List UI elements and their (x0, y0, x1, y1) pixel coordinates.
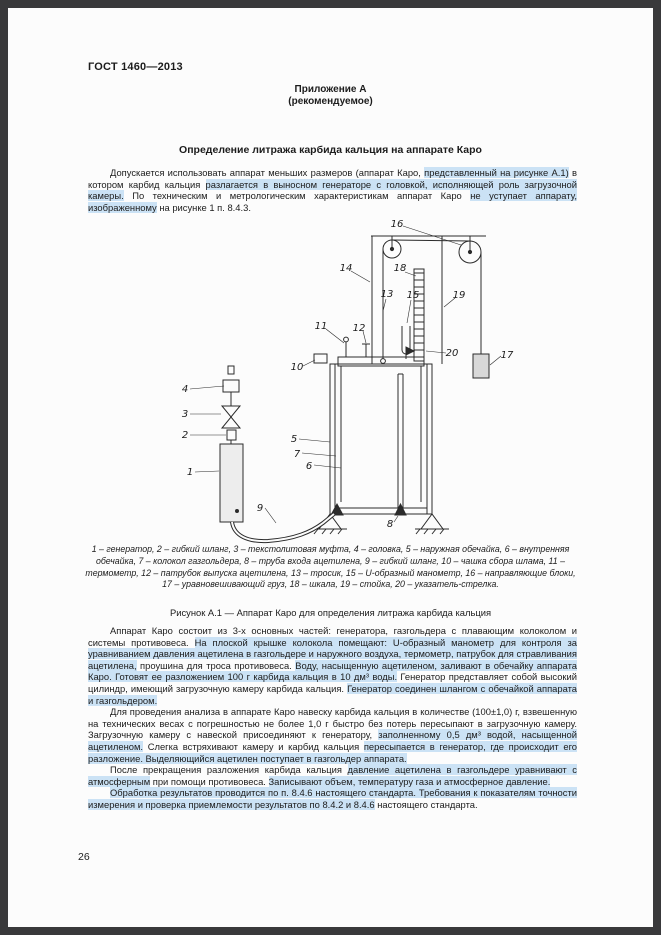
callout-3: 3 (181, 409, 189, 420)
callout-16: 16 (390, 219, 404, 230)
coupling (222, 406, 240, 417)
counterweight (473, 354, 489, 378)
body-paragraph-3: Для проведения анализа в аппарате Каро навеску карбида кальция в количестве (100±1,0) г, взвешенную на технических весах с погрешностью не более 1,0 г быстро без потерь пересыпают в загрузочную камеру. Загрузочную камеру с навеской присоединяют к генератору, заполненному 0,5 дм³ водой, насыщенной ацетиленом. Слегка встряхивают камеру и карбид кальция пересыпается в генератор, где происходит его разложение. Выделяющийся ацетилен поступает в газгольдер аппарата. (88, 706, 578, 764)
figure-caption: Рисунок А.1 — Аппарат Каро для определения литража карбида кальция (169, 607, 492, 618)
callout-18: 18 (393, 263, 407, 274)
outer-shell (330, 364, 432, 514)
intro-paragraph: Допускается использовать аппарат меньших размеров (аппарат Каро, представленный на рисунке А.1) в котором карбид кальция разлагается в выносном генераторе с головкой, исполняющей роль загрузочной камеры. По техническим и метрологическим характеристикам аппарат Каро не уступает аппарату, изображенному на рисунке 1 п. 8.4.3. (88, 167, 577, 213)
appendix-label: Приложение А (294, 84, 367, 95)
callout-13: 13 (380, 289, 394, 300)
body-paragraph-4: После прекращения разложения карбида кальция давление ацетилена в газгольдере уравнивают с атмосферным при помощи противовеса. Записывают объем, температуру газа и атмосферное давление. (88, 764, 577, 787)
callout-17: 17 (500, 350, 514, 361)
sludge-cup (314, 354, 327, 363)
callout-6: 6 (305, 461, 313, 472)
appendix-heading (8, 84, 653, 108)
cable-eye (381, 359, 386, 364)
callout-2: 2 (181, 430, 189, 441)
appendix-note: (рекомендуемое) (288, 96, 373, 107)
head (223, 380, 239, 392)
callout-12: 12 (352, 323, 366, 334)
callout-5: 5 (290, 434, 298, 445)
callout-10: 10 (290, 362, 304, 373)
callout-14: 14 (339, 263, 353, 274)
apparatus-diagram (140, 214, 560, 544)
callout-1: 1 (186, 467, 194, 478)
page-number: 26 (78, 851, 90, 863)
body-text (88, 625, 577, 811)
doc-number: ГОСТ 1460—2013 (88, 61, 183, 73)
figure-legend: 1 – генератор, 2 – гибкий шланг, 3 – текстолитовая муфта, 4 – головка, 5 – наружная обечайка, 6 – внутренняя обечайка, 7 – колокол газгольдера, 8 – труба входа ацетилена, 9 – гибкий шланг, 10 – чашка сбора шлама, 11 – термометр, 12 – патрубок выпуска ацетилена, 13 – тросик, 15 – U-образный манометр, 16 – направляющие блоки, 17 – уравновешивающий груз, 18 – шкала, 19 – стойка, 20 – указатель-стрелка. (85, 544, 576, 590)
thermometer (344, 337, 349, 342)
body-paragraph-5: Обработка результатов проводится по п. 8.4.6 настоящего стандарта. Требования к показателям точности измерения и проверка приемлемости результатов по 8.4.2 и 8.4.6 настоящего стандарта. (88, 787, 577, 810)
callout-15: 15 (406, 290, 420, 301)
hose (232, 514, 334, 541)
body-paragraph-2: Аппарат Каро состоит из 3-х основных частей: генератора, газгольдера с плавающим колоколом и системы противовеса. На плоской крышке колокола помещают: U-образный манометр для контроля за уравниванием давления ацетилена в газгольдере и наружного воздуха, термометр, патрубок для стравливания ацетилена, проушина для троса противовеса. Воду, насыщенную ацетиленом, заливают в обечайку аппарата Каро. Готовят ее разложением 100 г карбида кальция в 10 дм³ воды. Генератор представляет собой высокий цилиндр, имеющий загрузочную камеру карбида кальция. Генератор соединен шлангом с обечайкой аппарата и газгольдером. (88, 625, 578, 706)
section-title: Определение литража карбида кальция на аппарате Каро (179, 144, 482, 156)
callout-4: 4 (181, 384, 189, 395)
callout-8: 8 (386, 519, 394, 530)
callout-7: 7 (293, 449, 301, 460)
diagram-lines (220, 236, 489, 541)
callout-20: 20 (445, 348, 459, 359)
callout-9: 9 (256, 503, 264, 514)
callout-11: 11 (314, 321, 328, 332)
intro-paragraph-block (88, 167, 577, 213)
document-page (8, 8, 653, 927)
generator (220, 444, 243, 522)
callout-19: 19 (452, 290, 466, 301)
